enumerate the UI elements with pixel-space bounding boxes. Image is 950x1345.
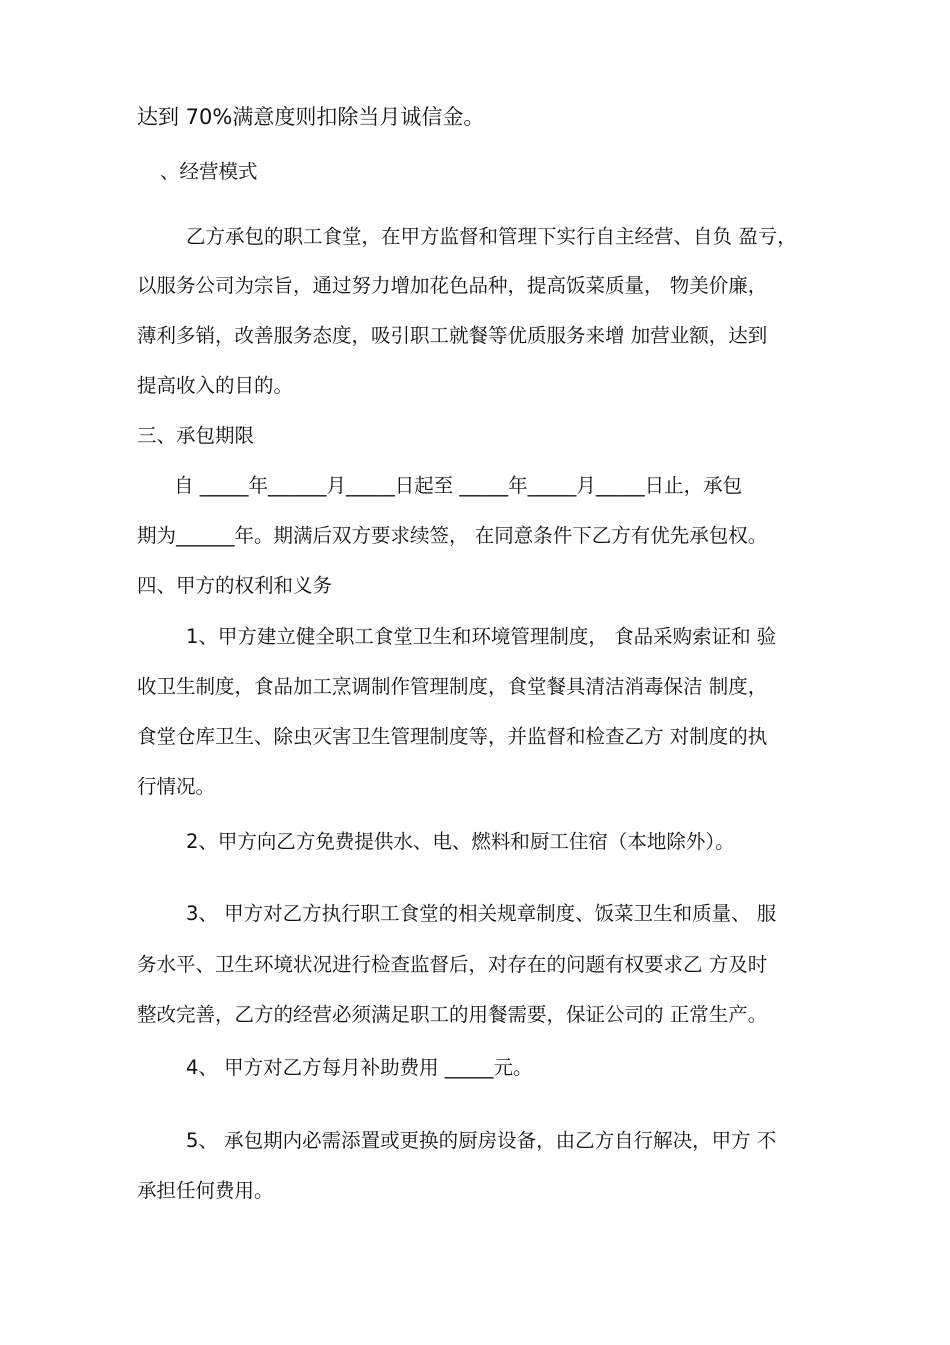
paragraph-line-1: 达到 70%满意度则扣除当月诚信金。 xyxy=(137,105,485,129)
section-heading-party-a-rights: 四、甲方的权利和义务 xyxy=(137,574,333,597)
paragraph-line-11: 1、甲方建立健全职工食堂卫生和环境管理制度， 食品采购索证和 验 xyxy=(186,625,777,648)
paragraph-line-8: 自 _____年______月_____日起至 _____年_____月_____日止，承包 xyxy=(174,474,743,497)
paragraph-line-13: 食堂仓库卫生、除虫灭害卫生管理制度等，并监督和检查乙方 对制度的执 xyxy=(137,725,768,748)
paragraph-line-19: 4、 甲方对乙方每月补助费用 _____元。 xyxy=(186,1056,533,1079)
paragraph-line-18: 整改完善，乙方的经营必须满足职工的用餐需要，保证公司的 正常生产。 xyxy=(137,1003,768,1026)
section-heading-contract-term: 三、承包期限 xyxy=(137,424,255,447)
paragraph-line-12: 收卫生制度，食品加工烹调制作管理制度，食堂餐具清洁消毒保洁 制度， xyxy=(137,675,768,698)
paragraph-line-6: 提高收入的目的。 xyxy=(137,374,294,397)
section-heading-business-mode: 、经营模式 xyxy=(160,160,258,183)
paragraph-line-15: 2、甲方向乙方免费提供水、电、燃料和厨工住宿（本地除外）。 xyxy=(186,830,735,853)
paragraph-line-17: 务水平、卫生环境状况进行检查监督后，对存在的问题有权要求乙 方及时 xyxy=(137,953,768,976)
paragraph-line-20: 5、 承包期内必需添置或更换的厨房设备，由乙方自行解决，甲方 不 xyxy=(186,1129,777,1152)
paragraph-line-5: 薄利多销，改善服务态度，吸引职工就餐等优质服务来增 加营业额，达到 xyxy=(137,324,768,347)
paragraph-line-21: 承担任何费用。 xyxy=(137,1179,274,1202)
paragraph-line-9: 期为______年。期满后双方要求续签， 在同意条件下乙方有优先承包权。 xyxy=(137,524,768,547)
paragraph-line-16: 3、 甲方对乙方执行职工食堂的相关规章制度、饭菜卫生和质量、 服 xyxy=(186,902,777,925)
paragraph-line-4: 以服务公司为宗旨，通过努力增加花色品种，提高饭菜质量， 物美价廉， xyxy=(137,274,768,297)
paragraph-line-14: 行情况。 xyxy=(137,775,216,798)
paragraph-line-3: 乙方承包的职工食堂，在甲方监督和管理下实行自主经营、自负 盈亏， xyxy=(186,225,797,248)
